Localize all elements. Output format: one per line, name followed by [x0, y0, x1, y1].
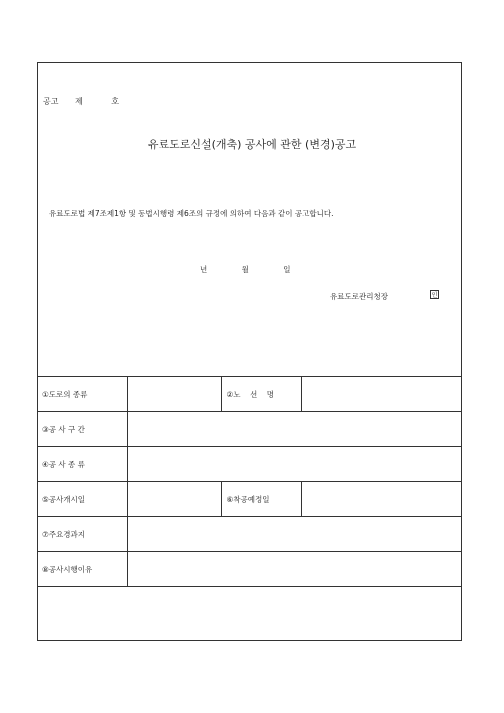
label-progress: ⑦주요경과지 [37, 517, 127, 552]
table-row [37, 377, 462, 412]
date-day: 일 [283, 265, 291, 274]
value-completion-date[interactable] [301, 482, 462, 517]
date-month: 월 [241, 265, 249, 274]
notice-number [43, 96, 119, 107]
notice-mid: 제 [75, 97, 83, 106]
label-reason: ⑧공사시행이유 [37, 552, 127, 587]
table-row [37, 447, 462, 482]
notice-prefix: 공고 [43, 97, 59, 106]
table-row [37, 482, 462, 517]
label-section: ③공 사 구 간 [37, 412, 127, 447]
fields-table [37, 376, 462, 587]
value-work-type[interactable] [127, 447, 462, 482]
label-route-name: ②노 선 명 [221, 377, 301, 412]
label-completion-date: ⑥착공예정일 [221, 482, 301, 517]
value-road-type[interactable] [127, 377, 221, 412]
body-text: 유료도로법 제7조제1항 및 동법시행령 제6조의 규정에 의하여 다음과 같이 공고합니다. [49, 209, 334, 218]
value-route-name[interactable] [301, 377, 462, 412]
table-row [37, 412, 462, 447]
table-row [37, 517, 462, 552]
value-section[interactable] [127, 412, 462, 447]
value-progress[interactable] [127, 517, 462, 552]
value-reason[interactable] [127, 552, 462, 587]
table-row [37, 552, 462, 587]
seal-mark: 인 [431, 292, 438, 299]
label-work-type: ④공 사 종 류 [37, 447, 127, 482]
signer: 유료도로관리청장 [330, 292, 388, 301]
document-title: 유료도로신설(개축) 공사에 관한 (변경)공고 [147, 138, 357, 151]
label-start-date: ⑤공사개시일 [37, 482, 127, 517]
date-line [200, 264, 291, 275]
value-start-date[interactable] [127, 482, 221, 517]
notice-suffix: 호 [111, 97, 120, 106]
label-road-type: ①도로의 종류 [37, 377, 127, 412]
date-year: 년 [200, 265, 208, 274]
